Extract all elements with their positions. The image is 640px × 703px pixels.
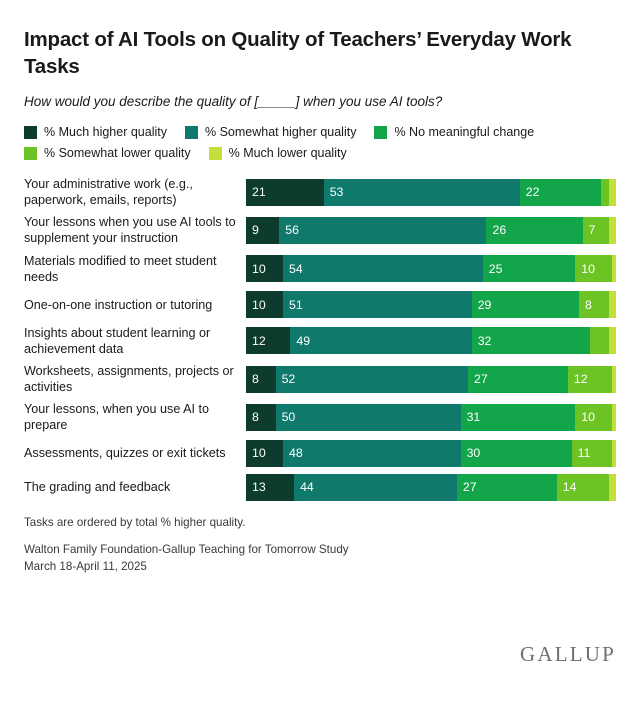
legend-label: % No meaningful change	[394, 125, 535, 140]
chart-row-label: The grading and feedback	[24, 480, 171, 495]
chart-legend	[24, 125, 616, 160]
chart-bar-segment: 12	[568, 366, 612, 393]
chart-bar-segment: 8	[246, 366, 276, 393]
chart-row-bars	[246, 255, 616, 282]
source-line-2: March 18-April 11, 2025	[24, 560, 147, 573]
legend-label: % Much lower quality	[228, 146, 347, 161]
chart-bar-segment: 56	[279, 217, 486, 244]
legend-item-somewhat-higher	[185, 125, 356, 139]
chart-row-bars	[246, 291, 616, 318]
chart-bar-segment	[601, 179, 608, 206]
chart-bar-segment	[609, 327, 616, 354]
chart-bar-segment: 49	[290, 327, 471, 354]
chart-bar-segment: 27	[468, 366, 568, 393]
chart-bar-segment: 22	[520, 179, 601, 206]
chart-bar-segment: 9	[246, 217, 279, 244]
chart-bar-segment: 7	[583, 217, 609, 244]
chart-row	[24, 253, 616, 285]
chart-subtitle: How would you describe the quality of [_____] when you use AI tools?	[24, 94, 443, 110]
chart-row-label: One-on-one instruction or tutoring	[24, 297, 213, 312]
legend-row-1	[24, 125, 616, 139]
chart-row-bars	[246, 179, 616, 206]
chart-bar-segment: 14	[557, 474, 609, 501]
chart-row-label: Your lessons when you use AI tools to supplement your instruction	[24, 215, 236, 246]
chart-row	[24, 214, 616, 246]
chart-row	[24, 363, 616, 395]
page-title: Impact of AI Tools on Quality of Teachers’ Everyday Work Tasks	[24, 28, 572, 79]
chart-row-label: Insights about student learning or achievement data	[24, 325, 211, 356]
chart-bar-segment: 13	[246, 474, 294, 501]
chart-bar-segment	[612, 404, 616, 431]
chart-row-label: Your administrative work (e.g., paperwork, emails, reports)	[24, 177, 193, 208]
chart-row-bars	[246, 440, 616, 467]
chart-bar-segment: 10	[246, 291, 283, 318]
chart-bar-segment: 25	[483, 255, 576, 282]
legend-swatch-icon	[24, 126, 37, 139]
chart-row-label: Your lessons, when you use AI to prepare	[24, 402, 210, 433]
ordering-note: Tasks are ordered by total % higher quality.	[24, 516, 246, 530]
chart-row-bars	[246, 327, 616, 354]
chart-bar-segment	[612, 366, 616, 393]
legend-swatch-icon	[185, 126, 198, 139]
chart-bar-segment: 26	[486, 217, 582, 244]
chart-bar-segment: 12	[246, 327, 290, 354]
chart-bar-segment: 10	[575, 404, 612, 431]
legend-label: % Much higher quality	[44, 125, 167, 140]
chart-bar-segment: 52	[276, 366, 468, 393]
chart-bar-segment: 48	[283, 440, 461, 467]
legend-item-much-higher	[24, 125, 167, 139]
chart-bar-segment: 31	[461, 404, 576, 431]
chart-row	[24, 291, 616, 319]
legend-row-2	[24, 146, 616, 160]
chart-bar-segment: 21	[246, 179, 324, 206]
chart-row	[24, 176, 616, 208]
legend-swatch-icon	[24, 147, 37, 160]
chart-bar-segment	[590, 327, 609, 354]
chart-row-bars	[246, 217, 616, 244]
legend-item-somewhat-lower	[24, 146, 191, 160]
chart-bar-segment: 8	[246, 404, 276, 431]
chart-bar-segment: 8	[579, 291, 609, 318]
chart-bar-segment: 30	[461, 440, 572, 467]
chart-bar-segment: 29	[472, 291, 579, 318]
chart-row-label: Worksheets, assignments, projects or activities	[24, 363, 234, 395]
chart-bar-segment: 50	[276, 404, 461, 431]
source-line-1: Walton Family Foundation-Gallup Teaching for Tomorrow Study	[24, 543, 349, 557]
chart-bar-segment	[612, 255, 616, 282]
chart-bar-segment: 10	[246, 255, 283, 282]
legend-label: % Somewhat higher quality	[204, 125, 357, 140]
chart-bar-segment	[609, 179, 616, 206]
chart-row	[24, 325, 616, 357]
chart-bar-segment	[609, 217, 616, 244]
chart-footnotes	[24, 515, 616, 575]
legend-item-much-lower	[209, 146, 347, 160]
chart-bar-segment: 54	[283, 255, 483, 282]
chart-bar-segment	[609, 474, 616, 501]
chart-bar-segment: 10	[575, 255, 612, 282]
gallup-logo: GALLUP	[519, 642, 616, 666]
chart-row	[24, 473, 616, 501]
chart-row-bars	[246, 404, 616, 431]
legend-label: % Somewhat lower quality	[44, 146, 191, 161]
chart-bar-segment: 44	[294, 474, 457, 501]
chart-bar-segment	[612, 440, 616, 467]
chart-bar-segment: 11	[572, 440, 613, 467]
chart-bar-segment: 53	[324, 179, 520, 206]
chart-bar-segment: 10	[246, 440, 283, 467]
chart-row-bars	[246, 474, 616, 501]
chart-row-label: Materials modified to meet student needs	[24, 253, 217, 284]
chart-row-bars	[246, 366, 616, 393]
chart-bar-segment	[609, 291, 616, 318]
chart-bar-segment: 51	[283, 291, 472, 318]
chart-bar-segment: 27	[457, 474, 557, 501]
legend-item-no-change	[374, 125, 534, 139]
chart-row	[24, 439, 616, 467]
legend-swatch-icon	[374, 126, 387, 139]
chart-row-label: Assessments, quizzes or exit tickets	[24, 446, 226, 461]
chart-bar-segment: 32	[472, 327, 590, 354]
stacked-bar-chart	[24, 176, 616, 501]
legend-swatch-icon	[209, 147, 222, 160]
chart-row	[24, 401, 616, 433]
